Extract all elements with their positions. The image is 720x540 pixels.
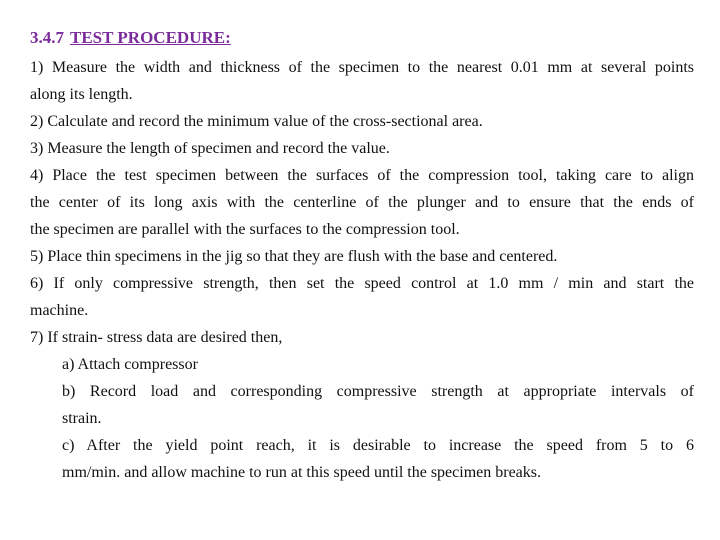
- step-1-line-1: 1) Measure the width and thickness of the specimen to the nearest 0.01 mm at several points: [30, 59, 694, 76]
- document-page: [30, 24, 694, 486]
- step-6-line-2: machine.: [30, 302, 89, 319]
- section-title: TEST PROCEDURE:: [70, 28, 231, 47]
- step-1-line-2: along its length.: [30, 86, 133, 103]
- step-3: 3) Measure the length of specimen and record the value.: [30, 140, 390, 157]
- section-number: 3.4.7: [30, 28, 64, 47]
- section-heading: [30, 24, 694, 52]
- step-7c-line-2: mm/min. and allow machine to run at this speed until the specimen breaks.: [62, 464, 541, 481]
- step-2: 2) Calculate and record the minimum value of the cross-sectional area.: [30, 113, 483, 130]
- step-5: 5) Place thin specimens in the jig so that they are flush with the base and centered.: [30, 248, 558, 265]
- step-7a: a) Attach compressor: [62, 356, 198, 373]
- step-7b-line-1: b) Record load and corresponding compressive strength at appropriate intervals of: [62, 383, 694, 400]
- step-4-line-2: the center of its long axis with the centerline of the plunger and to ensure that the ends of: [30, 194, 694, 211]
- step-4-line-1: 4) Place the test specimen between the surfaces of the compression tool, taking care to align: [30, 167, 694, 184]
- step-6-line-1: 6) If only compressive strength, then set the speed control at 1.0 mm / min and start the: [30, 275, 694, 292]
- step-7b-line-2: strain.: [62, 410, 102, 427]
- step-7: 7) If strain- stress data are desired then,: [30, 329, 283, 346]
- step-4-line-3: the specimen are parallel with the surfaces to the compression tool.: [30, 221, 460, 238]
- step-7c-line-1: c) After the yield point reach, it is desirable to increase the speed from 5 to 6: [62, 437, 694, 454]
